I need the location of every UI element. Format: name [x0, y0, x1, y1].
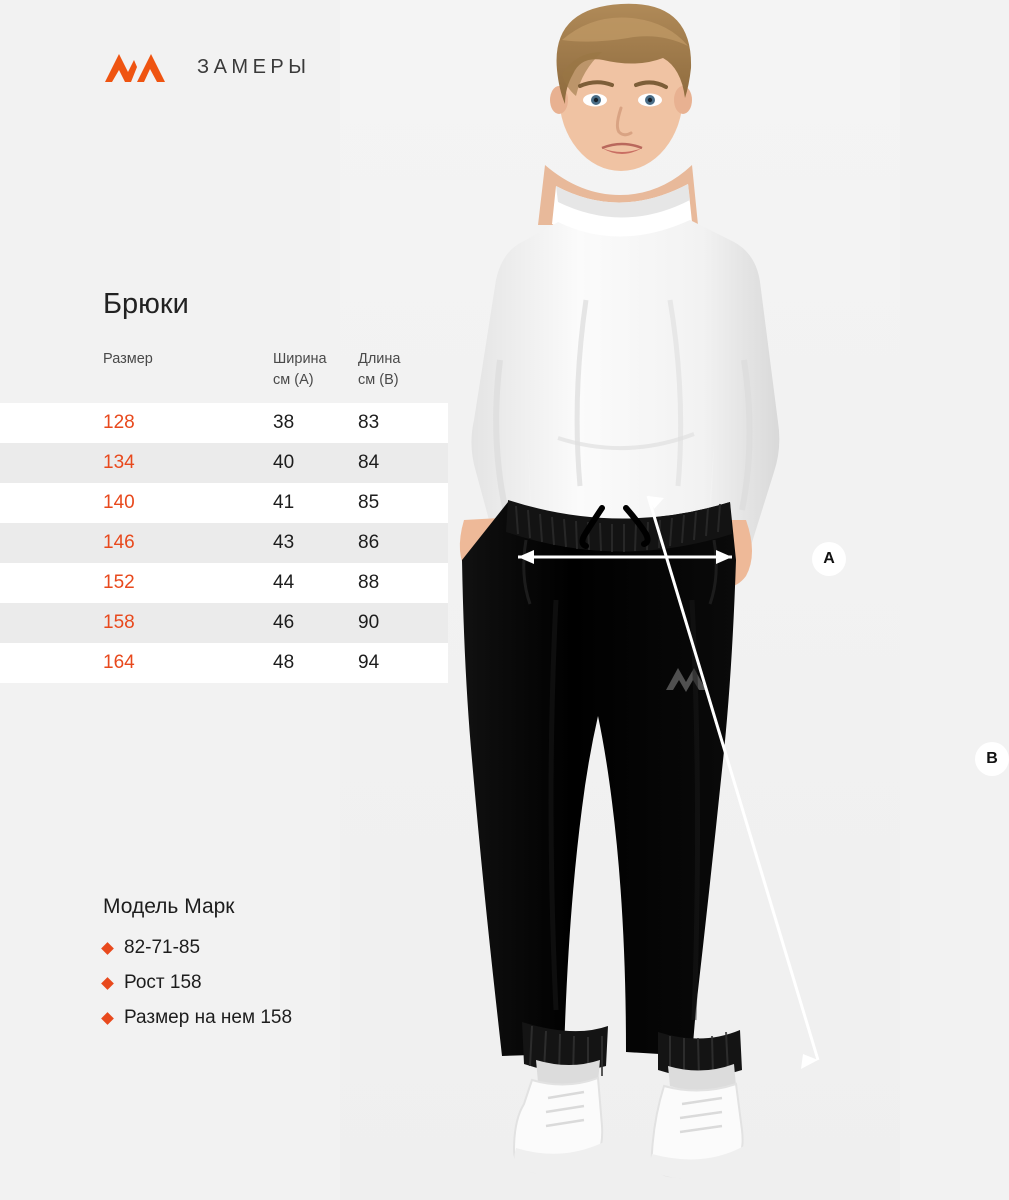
cell-width: 41 — [273, 492, 295, 514]
brand-header — [103, 50, 310, 84]
diamond-bullet-icon — [101, 1012, 114, 1025]
column-header-width: Ширина см (A) — [273, 351, 327, 389]
cell-length: 83 — [358, 412, 380, 434]
cell-width: 44 — [273, 572, 295, 594]
list-item — [103, 1007, 433, 1029]
list-item — [103, 972, 433, 994]
model-measurements: 82-71-85 — [124, 937, 201, 958]
model-info-block — [103, 895, 433, 1042]
cell-width: 38 — [273, 412, 295, 434]
column-header-length: Длина см (B) — [358, 351, 401, 389]
cell-size: 134 — [103, 452, 135, 474]
table-row — [0, 523, 448, 563]
table-header-row — [0, 349, 448, 403]
table-row — [0, 483, 448, 523]
cell-length: 86 — [358, 532, 380, 554]
list-item — [103, 937, 433, 959]
cell-size: 152 — [103, 572, 135, 594]
double-chevron-logo-icon — [103, 50, 167, 84]
measure-label-a: A — [812, 542, 846, 576]
cell-width: 43 — [273, 532, 295, 554]
measure-label-b: B — [975, 742, 1009, 776]
cell-size: 128 — [103, 412, 135, 434]
cell-length: 90 — [358, 612, 380, 634]
table-row — [0, 563, 448, 603]
model-worn-size: Размер на нем 158 — [124, 1007, 293, 1028]
table-row — [0, 443, 448, 483]
cell-width: 46 — [273, 612, 295, 634]
cell-length: 94 — [358, 652, 380, 674]
size-table — [0, 349, 448, 683]
cell-size: 158 — [103, 612, 135, 634]
diamond-bullet-icon — [101, 942, 114, 955]
table-row — [0, 403, 448, 443]
cell-length: 84 — [358, 452, 380, 474]
cell-size: 164 — [103, 652, 135, 674]
model-details-list — [103, 937, 433, 1029]
cell-width: 48 — [273, 652, 295, 674]
brand-label: ЗАМЕРЫ — [197, 55, 311, 78]
table-row — [0, 603, 448, 643]
size-table-block — [0, 288, 401, 683]
table-row — [0, 643, 448, 683]
model-height: Рост 158 — [124, 972, 202, 993]
cell-length: 85 — [358, 492, 380, 514]
cell-size: 140 — [103, 492, 135, 514]
cell-size: 146 — [103, 532, 135, 554]
model-title: Модель Марк — [103, 895, 235, 918]
cell-width: 40 — [273, 452, 295, 474]
cell-length: 88 — [358, 572, 380, 594]
page-title: Брюки — [103, 288, 189, 320]
diamond-bullet-icon — [101, 977, 114, 990]
column-header-size: Размер — [103, 351, 153, 367]
